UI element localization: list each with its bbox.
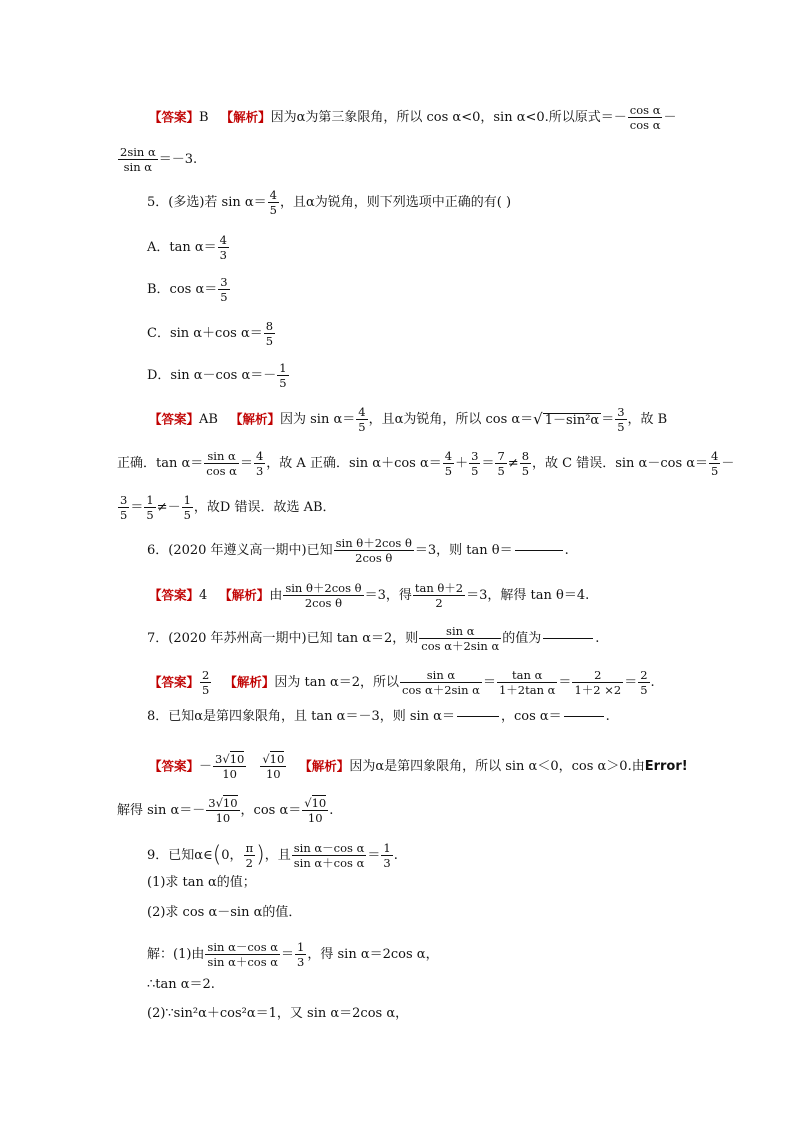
q5-analysis-line2	[117, 450, 734, 477]
text: 解：(1)由	[147, 947, 205, 963]
text: ＝	[482, 675, 496, 691]
q8-stem	[147, 710, 610, 723]
text: .	[329, 803, 334, 819]
text: －	[663, 110, 677, 126]
text: 因为 tan α＝2，所以	[274, 675, 400, 691]
fraction: $\frac{3}{5}$	[120, 493, 128, 523]
text: ≠－	[156, 500, 181, 516]
fraction: $\frac{4}{5}$	[358, 405, 366, 435]
fraction: $\frac{1}{3}$	[297, 940, 305, 970]
fraction: $\frac{2}{1+2 \times 2}$	[574, 668, 622, 698]
q6-answer-line	[149, 582, 589, 609]
q5-option-a	[147, 234, 230, 261]
text: 解得 sin α＝－	[117, 803, 206, 819]
text: ，故 C 错误．sin α－cos α＝	[532, 456, 709, 472]
fraction: $\frac{4}{3}$	[255, 449, 264, 479]
text: .	[650, 675, 655, 691]
fraction: $\frac{\text{cos α}}{\text{cos α}}$	[629, 103, 661, 133]
text: 因为 sin α＝	[279, 412, 356, 428]
text: ＝	[624, 675, 638, 691]
fraction: $\frac{√10}{10}$	[304, 796, 327, 826]
answer-tag: 【答案】	[149, 758, 200, 774]
answer-blank[interactable]	[515, 549, 563, 551]
analysis-tag: 【解析】	[219, 587, 270, 603]
q9-solution-line2	[147, 978, 215, 991]
text: ＝	[481, 456, 495, 472]
fraction: $\frac{3√10}{10}$	[215, 752, 245, 782]
text: 6．(2020 年遵义高一期中)已知	[147, 543, 333, 559]
text: 7．(2020 年苏州高一期中)已知 tan α＝2，则	[147, 631, 419, 647]
text: (	[212, 842, 222, 868]
answer-tag: 【答案】	[149, 674, 200, 690]
q8-analysis-line2	[117, 797, 333, 824]
fraction: $\frac{\text{tan θ＋2}}{2}$	[414, 581, 464, 611]
text: ＋	[455, 456, 469, 472]
error-text: Error!	[644, 759, 688, 775]
q8-answer-line	[149, 753, 688, 780]
sqrt: √ 1－sin²α	[533, 410, 600, 429]
text: ≠	[507, 456, 519, 472]
fraction: $\frac{1}{5}$	[183, 493, 191, 523]
analysis-tag: 【解析】	[229, 411, 280, 427]
text: D．sin α－cos α＝－	[147, 368, 277, 384]
fraction: $\frac{\text{sin α}}{\text{cos α＋2sin α}}$	[402, 668, 480, 698]
fraction: $\frac{2}{5}$	[640, 668, 648, 698]
q4-answer: B	[199, 110, 209, 126]
answer-tag: 【答案】	[149, 109, 200, 125]
text: ＝3，则 tan θ＝	[414, 543, 513, 559]
text: (1)求 tan α的值；	[147, 875, 256, 890]
q6-answer: 4	[199, 588, 208, 604]
text: ，且	[264, 848, 291, 864]
text: ，cos α＝	[240, 803, 302, 819]
answer-blank[interactable]	[564, 715, 604, 717]
answer-tag: 【答案】	[149, 411, 200, 427]
text: B．cos α＝	[147, 282, 218, 298]
q7-answer-line	[149, 669, 655, 696]
q9-solution-line3	[147, 1007, 408, 1020]
q6-stem	[147, 537, 569, 564]
q5-option-b	[147, 276, 231, 303]
text: －	[721, 456, 735, 472]
q5-stem	[147, 189, 511, 216]
fraction: $\frac{\text{sin α－cos α}}{\text{sin α＋cos α}}$	[207, 940, 279, 970]
q9-part2	[147, 906, 301, 919]
fraction: $\frac{1}{3}$	[383, 841, 391, 871]
q5-option-d	[147, 362, 290, 389]
analysis-tag: 【解析】	[224, 674, 275, 690]
text: .	[564, 543, 569, 559]
text: .	[595, 631, 600, 647]
fraction: $\frac{7}{5}$	[497, 449, 505, 479]
q5-answer-line	[149, 406, 667, 433]
q9-part1	[147, 876, 256, 889]
fraction: $\frac{\text{sin α}}{\text{cos α}}$	[206, 449, 237, 479]
text: ，得 sin α＝2cos α，	[307, 947, 439, 963]
text: ＝	[239, 456, 253, 472]
answer-tag: 【答案】	[149, 587, 200, 603]
fraction: $\frac{\text{sin θ＋2cos θ}}{\text{2cos θ}}$	[335, 536, 412, 566]
fraction: $\frac{4}{3}$	[219, 233, 227, 263]
q9-stem	[147, 842, 398, 869]
text: 8．已知α是第四象限角，且 tan α＝－3，则 sin α＝	[147, 709, 455, 724]
text: ＝	[281, 947, 295, 963]
fraction: $\frac{\text{sin α}}{\text{cos α＋2sin α}}$	[421, 624, 500, 654]
text: 正确．tan α＝	[117, 456, 204, 472]
fraction: $\frac{4}{5}$	[444, 449, 453, 479]
fraction: $\frac{4}{5}$	[711, 449, 719, 479]
answer-blank[interactable]	[543, 637, 593, 639]
q5-analysis-line3	[117, 494, 336, 521]
text: )	[256, 842, 265, 868]
analysis-tag: 【解析】	[220, 109, 271, 125]
q4-answer-line	[149, 104, 676, 131]
text: ＝	[130, 500, 144, 516]
fraction: $\frac{1}{5}$	[146, 493, 154, 523]
text: A．tan α＝	[147, 240, 217, 256]
fraction: $\frac{4}{5}$	[269, 188, 277, 218]
text: .	[393, 848, 398, 864]
text: ＝	[601, 412, 615, 428]
text: ，故 A 正确．sin α＋cos α＝	[266, 456, 442, 472]
text: 0，	[221, 848, 243, 864]
text: (2)求 cos α－sin α的值．	[147, 905, 302, 920]
text: 9．已知α∈	[147, 848, 213, 864]
text: ，且α为锐角，则下列选项中正确的有( )	[280, 195, 512, 211]
fraction: $\frac{\pi}{2}$	[245, 841, 254, 871]
text: 的值为	[502, 631, 542, 647]
text: ＝	[367, 848, 381, 864]
fraction: $\frac{\text{sin θ＋2cos θ}}{\text{2cos θ}}$	[285, 581, 362, 611]
text: C．sin α＋cos α＝	[147, 326, 263, 342]
text: ＝－3.	[158, 152, 198, 168]
text: ，故 B	[627, 412, 668, 428]
fraction: $\frac{\text{2sin α}}{\text{sin α}}$	[120, 145, 156, 175]
fraction: $\frac{3}{5}$	[471, 449, 479, 479]
q5-option-c	[147, 320, 276, 347]
q5-answer: AB	[199, 412, 218, 428]
q7-answer: $\frac{2}{5}$	[202, 668, 210, 698]
text: 5．(多选)若 sin α＝	[147, 195, 267, 211]
text: ，且α为锐角，所以 cos α＝	[368, 412, 534, 428]
text: ，cos α＝	[500, 709, 562, 724]
text: ＝	[558, 675, 572, 691]
fraction: $\frac{8}{5}$	[521, 449, 530, 479]
fraction: $\frac{\text{tan α}}{\text{1＋2tan α}}$	[498, 668, 556, 698]
fraction: $\frac{3}{5}$	[617, 405, 625, 435]
text: .	[605, 709, 610, 724]
q4-analysis-cont	[117, 146, 197, 173]
text: －	[199, 759, 213, 775]
q7-stem	[147, 625, 599, 652]
fraction: $\frac{3}{5}$	[220, 275, 228, 305]
text: (2)∵sin²α＋cos²α＝1，又 sin α＝2cos α，	[147, 1006, 409, 1021]
text: ＝3，得	[364, 588, 412, 604]
q4-analysis-text: 因为α为第三象限角，所以 cos α<0，sin α<0.所以原式＝－	[270, 110, 627, 126]
fraction: $\frac{8}{5}$	[265, 319, 274, 349]
text: 由	[269, 588, 283, 604]
fraction: $\frac{1}{5}$	[279, 361, 287, 391]
q9-solution-line1	[147, 941, 439, 968]
text: 因为α是第四象限角，所以 sin α＜0，cos α＞0.由	[349, 759, 645, 775]
text: ∴tan α＝2.	[147, 977, 215, 992]
answer-blank[interactable]	[457, 715, 499, 717]
analysis-tag: 【解析】	[299, 758, 350, 774]
fraction: $\frac{\text{sin α－cos α}}{\text{sin α＋cos α}}$	[293, 841, 365, 871]
fraction: $\frac{3√10}{10}$	[208, 796, 238, 826]
text: ＝3，解得 tan θ＝4.	[466, 588, 590, 604]
text: ，故D 错误．故选 AB．	[193, 500, 336, 516]
fraction: $\frac{√10}{10}$	[262, 752, 285, 782]
